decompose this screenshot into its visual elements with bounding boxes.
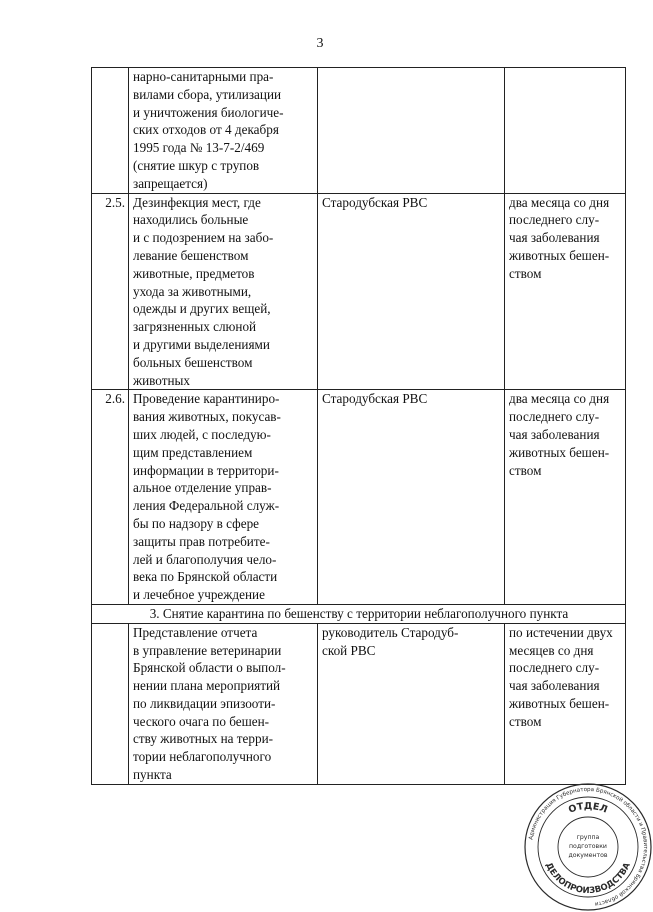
stamp-outer-text: Администрация Губернатора Брянской области и Правительства Брянской области <box>528 786 649 907</box>
deadline-cell-line: ством <box>509 462 542 478</box>
deadline-cell-line: чая заболевания <box>509 426 600 442</box>
deadline-cell-line: животных бешен- <box>509 695 610 711</box>
stamp-department-name: ДЕЛОПРОИЗВОДСТВА <box>543 861 633 897</box>
deadline-cell-line: последнего слу- <box>509 409 600 425</box>
deadline-cell-line: последнего слу- <box>509 660 600 676</box>
section-number: 3. <box>149 605 160 621</box>
stamp-group-line-3: документов <box>568 852 608 859</box>
measure-cell-line: животные, предметов <box>133 265 255 281</box>
deadline-cell-line: чая заболевания <box>509 230 600 246</box>
section-heading <box>92 604 626 623</box>
measure-cell-line: вания животных, покусав- <box>133 409 281 425</box>
measure-cell-line: тории неблагополучного <box>133 749 272 765</box>
measure-cell-line: левание бешенством <box>133 247 249 263</box>
item-number <box>92 623 129 784</box>
measure-cell <box>129 68 318 194</box>
responsible-cell-line: Стародубская РВС <box>322 194 428 210</box>
measure-cell-line: 1995 года № 13-7-2/469 <box>133 140 265 156</box>
stamp-group-line-2: подготовки <box>569 843 607 850</box>
responsible-cell <box>318 68 505 194</box>
deadline-cell-line: животных бешен- <box>509 247 610 263</box>
deadline-cell-line: последнего слу- <box>509 212 600 228</box>
measure-cell-line: и лечебное учреждение <box>133 587 265 603</box>
measure-cell-line: (снятие шкур с трупов <box>133 157 260 173</box>
deadline-cell <box>505 390 626 605</box>
responsible-cell-line: Стародубская РВС <box>322 391 428 407</box>
measure-cell-line: и уничтожения биологиче- <box>133 104 284 120</box>
measure-cell-line: Представление отчета <box>133 624 258 640</box>
measure-cell-line: вилами сбора, утилизации <box>133 86 282 102</box>
measure-cell-line: в управление ветеринарии <box>133 642 282 658</box>
measure-cell-line: Дезинфекция мест, где <box>133 194 261 210</box>
deadline-cell <box>505 68 626 194</box>
measure-cell-line: информации в территори- <box>133 462 279 478</box>
measure-cell-line: загрязненных слюной <box>133 319 257 335</box>
table-row <box>92 68 626 194</box>
deadline-cell-line: месяцев со дня <box>509 642 594 658</box>
section-row <box>92 604 626 623</box>
deadline-cell-line: два месяца со дня <box>509 194 610 210</box>
responsible-cell <box>318 390 505 605</box>
measure-cell-line: пункта <box>133 767 172 783</box>
measure-cell-line: лей и благополучия чело- <box>133 551 277 567</box>
measure-cell-line: нарно-санитарными пра- <box>133 69 274 84</box>
measure-cell <box>129 390 318 605</box>
deadline-cell-line: ством <box>509 713 542 729</box>
measure-cell-line: больных бешенством <box>133 354 253 370</box>
measure-cell-line: животных <box>133 372 190 388</box>
stamp-group-line-1: группа <box>576 834 600 841</box>
measure-cell-line: находились больные <box>133 212 249 228</box>
measures-table <box>91 67 626 785</box>
table-row <box>92 390 626 605</box>
office-stamp <box>523 782 653 912</box>
deadline-cell-line: чая заболевания <box>509 678 600 694</box>
measure-cell-line: одежды и других вещей, <box>133 301 271 317</box>
deadline-cell-line: ством <box>509 265 542 281</box>
responsible-cell <box>318 193 505 390</box>
measure-cell-line: и с подозрением на забо- <box>133 230 274 246</box>
svg-text:ОТДЕЛ <box>567 801 609 816</box>
deadline-cell-line: по истечении двух <box>509 624 613 640</box>
responsible-cell-line: руководитель Стародуб- <box>322 624 459 640</box>
measure-cell-line: века по Брянской области <box>133 569 278 585</box>
section-title: Снятие карантина по бешенству с территории неблагополучного пункта <box>162 605 569 621</box>
deadline-cell <box>505 193 626 390</box>
deadline-cell-line: животных бешен- <box>509 444 610 460</box>
table-row <box>92 193 626 390</box>
measure-cell-line: и другими выделениями <box>133 336 270 352</box>
measure-cell-line: запрещается) <box>133 175 208 191</box>
measure-cell <box>129 193 318 390</box>
stamp-department: ОТДЕЛ <box>567 800 609 816</box>
item-number: 2.5. <box>92 193 129 390</box>
responsible-cell-line: ской РВС <box>322 642 376 658</box>
page-number: 3 <box>316 36 324 51</box>
measure-cell-line: ских отходов от 4 декабря <box>133 122 279 138</box>
measure-cell-line: альное отделение управ- <box>133 480 272 496</box>
measure-cell-line: ления Федеральной служ- <box>133 498 280 514</box>
item-number: 2.6. <box>92 390 129 605</box>
measure-cell <box>129 623 318 784</box>
measure-cell-line: по ликвидации эпизооти- <box>133 695 276 711</box>
measure-cell-line: Проведение карантиниро- <box>133 391 280 407</box>
measure-cell-line: ших людей, с последую- <box>133 426 271 442</box>
table-row <box>92 623 626 784</box>
svg-text:ДЕЛОПРОИЗВОДСТВА <box>543 861 633 896</box>
measure-cell-line: нении плана мероприятий <box>133 678 281 694</box>
measure-cell-line: защиты прав потребите- <box>133 533 270 549</box>
item-number <box>92 68 129 194</box>
responsible-cell <box>318 623 505 784</box>
measure-cell-line: Брянской области о выпол- <box>133 660 286 676</box>
deadline-cell <box>505 623 626 784</box>
measure-cell-line: щим представлением <box>133 444 253 460</box>
measure-cell-line: ству животных на терри- <box>133 731 274 747</box>
measure-cell-line: ухода за животными, <box>133 283 252 299</box>
deadline-cell-line: два месяца со дня <box>509 391 610 407</box>
measure-cell-line: ческого очага по бешен- <box>133 713 270 729</box>
measure-cell-line: бы по надзору в сфере <box>133 515 260 531</box>
